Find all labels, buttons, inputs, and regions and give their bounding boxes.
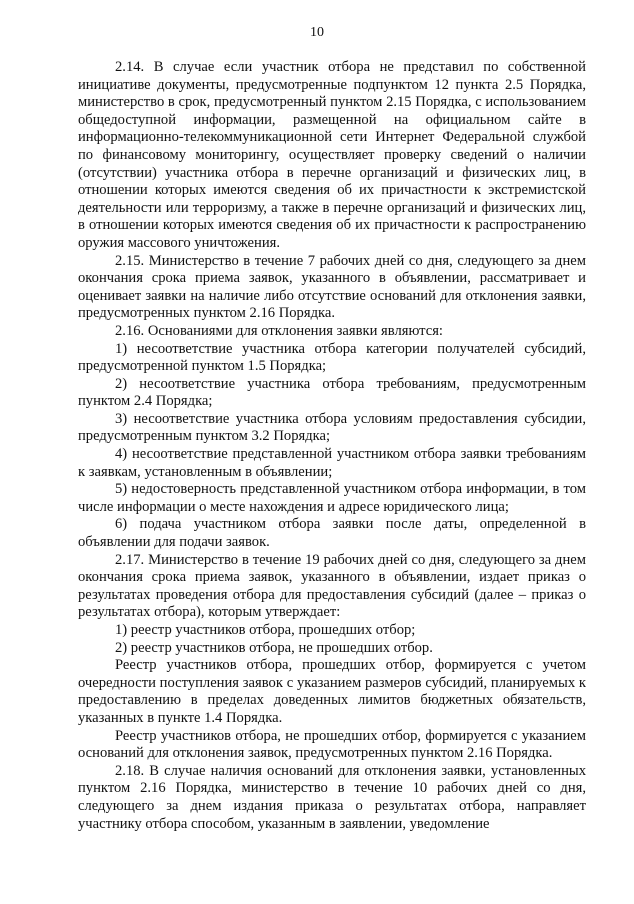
- list-item-2-16-6: 6) подача участником отбора заявки после даты, определенной в объявлении для подачи заявок.: [78, 516, 586, 551]
- document-body: [78, 59, 586, 833]
- paragraph-2-15: 2.15. Министерство в течение 7 рабочих дней со дня, следующего за днем окончания срока приема заявок, указанного в объявлении, рассматривает и оценивает заявки на наличие либо отсутствие оснований для отклонения заявки, предусмотренных пунктом 2.16 Порядка.: [78, 252, 586, 322]
- list-item-2-17-1: 1) реестр участников отбора, прошедших отбор;: [115, 622, 416, 638]
- paragraph-2-14: 2.14. В случае если участник отбора не представил по собственной инициативе документы, предусмотренные подпунктом 12 пункта 2.5 Порядка, министерство в срок, предусмотренный пунктом 2.15 Порядка, с использованием общедоступной информации, размещенной на официальном сайте в информационно-телекоммуникационной сети Интернет Федеральной службой по финансовому мониторингу, осуществляет проверку сведений о наличии (отсутствии) участника отбора в перечне организаций и физических лиц, в отношении которых имеются сведения об их причастности к экстремистской деятельности или терроризму, а также в перечне организаций и физических лиц, в отношении которых имеются сведения об их причастности к распространению оружия массового уничтожения.: [78, 59, 586, 251]
- paragraph-2-18: 2.18. В случае наличия оснований для отклонения заявки, установленных пунктом 2.16 Порядка, министерство в течение 10 рабочих дней со дня, следующего за днем издания приказа о результатах отбора, направляет участнику отбора способом, указанным в заявлении, уведомление: [78, 762, 586, 832]
- list-item-2-16-5: 5) недостоверность представленной участником отбора информации, в том числе информации о месте нахождения и адресе юридического лица;: [78, 481, 586, 515]
- list-item-2-16-1: 1) несоответствие участника отбора категории получателей субсидий, предусмотренной пунктом 1.5 Порядка;: [78, 340, 586, 375]
- list-item-2-16-4: 4) несоответствие представленной участником отбора заявки требованиям к заявкам, установленным в объявлении;: [78, 446, 586, 480]
- page-number: 10: [310, 25, 324, 40]
- list-item-2-16-3: 3) несоответствие участника отбора условиям предоставления субсидии, предусмотренным пунктом 3.2 Порядка;: [78, 410, 586, 445]
- list-item-2-17-2: 2) реестр участников отбора, не прошедших отбор.: [115, 639, 433, 656]
- paragraph-registry-passed: Реестр участников отбора, прошедших отбор, формируется с учетом очередности поступления заявок с указанием размеров субсидий, планируемых к предоставлению в пределах доведенных лимитов бюджетных обязательств, указанных в пункте 1.4 Порядка.: [78, 657, 586, 726]
- paragraph-2-16: 2.16. Основаниями для отклонения заявки являются:: [115, 322, 443, 339]
- paragraph-2-17: 2.17. Министерство в течение 19 рабочих дней со дня, следующего за днем окончания срока приема заявок, указанного в объявлении, издает приказ о результатах проведения отбора для предоставления субсидий (далее – приказ о результатах отбора), которым утверждает:: [78, 551, 586, 621]
- list-item-2-16-2: 2) несоответствие участника отбора требованиям, предусмотренным пунктом 2.4 Порядка;: [78, 375, 586, 410]
- paragraph-registry-failed: Реестр участников отбора, не прошедших отбор, формируется с указанием оснований для отклонения заявок, предусмотренных пунктом 2.16 Порядка.: [78, 727, 586, 762]
